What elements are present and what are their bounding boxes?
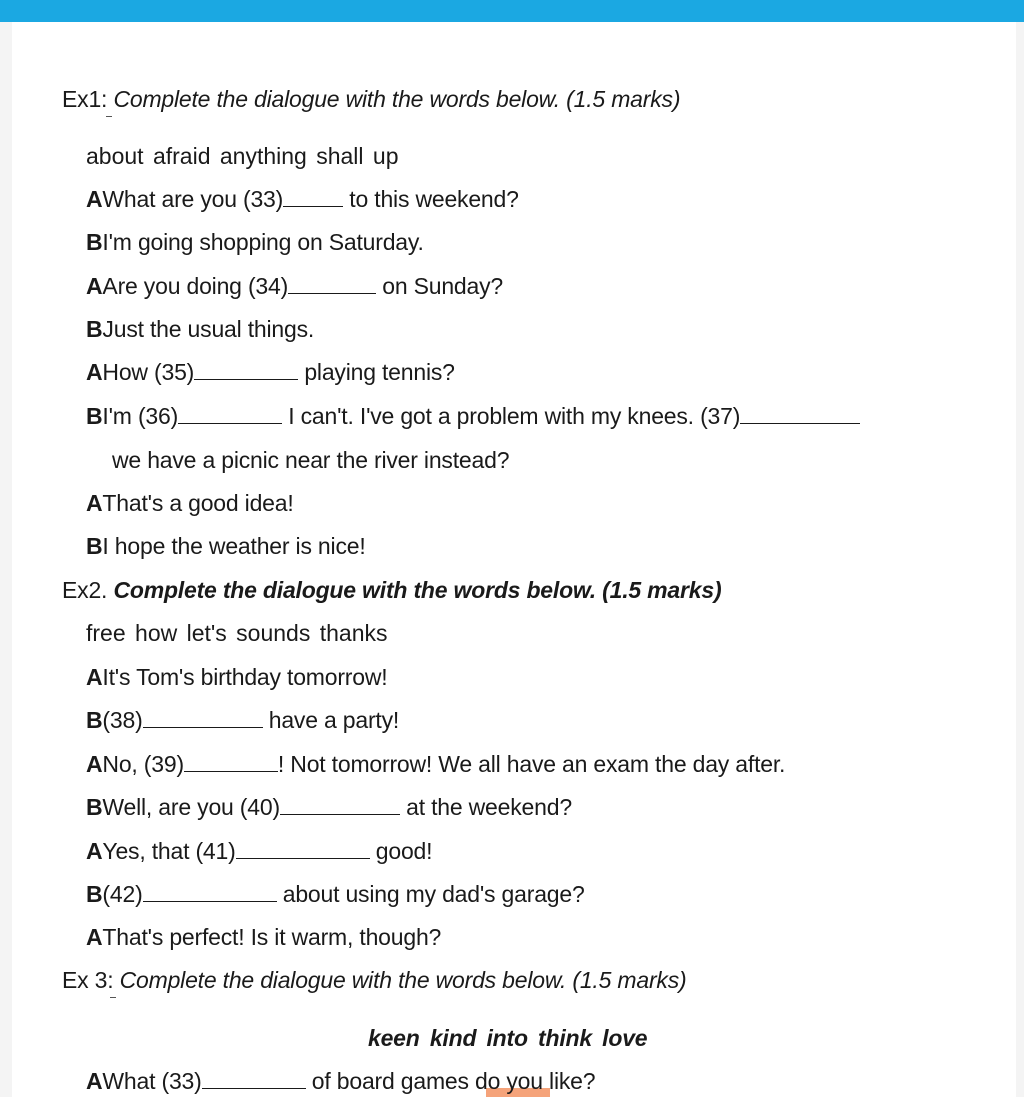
speaker-label: A: [86, 1068, 103, 1094]
speaker-label: A: [86, 664, 103, 690]
answer-blank-35[interactable]: [194, 359, 298, 380]
answer-blank-36[interactable]: [178, 403, 282, 424]
speaker-label: B: [86, 794, 103, 820]
dialogue-line: AAre you doing (34) on Sunday?: [86, 273, 504, 299]
speaker-label: B: [86, 403, 103, 429]
speaker-label: B: [86, 881, 103, 907]
dialogue-line-continuation: we have a picnic near the river instead?: [112, 447, 510, 473]
ex2-label: Ex2.: [62, 577, 108, 603]
ex1-label: Ex1:: [62, 86, 108, 112]
speaker-label: B: [86, 229, 103, 255]
dialogue-line: BI'm going shopping on Saturday.: [86, 229, 424, 255]
dialogue-line: BI'm (36) I can't. I've got a problem with my knees. (37): [86, 401, 860, 431]
speaker-label: B: [86, 533, 103, 559]
answer-blank-33[interactable]: [283, 186, 343, 207]
ex2-instruction: Complete the dialogue with the words below. (1.5 marks): [113, 577, 722, 603]
dialogue-line: AThat's perfect! Is it warm, though?: [86, 924, 442, 950]
answer-blank-34[interactable]: [288, 273, 376, 294]
dialogue-line: ANo, (39) ! Not tomorrow! We all have an exam the day after.: [86, 751, 786, 777]
answer-blank-37[interactable]: [740, 403, 860, 424]
dialogue-line: BWell, are you (40) at the weekend?: [86, 794, 572, 820]
dialogue-line: BJust the usual things.: [86, 316, 315, 342]
speaker-label: A: [86, 273, 103, 299]
ex1-word-bank: about afraid anything shall up: [86, 143, 399, 169]
answer-blank-38[interactable]: [143, 707, 263, 728]
dialogue-line: AWhat (33) of board games do you like?: [86, 1068, 596, 1094]
ex2-heading: [62, 575, 721, 605]
speaker-label: A: [86, 490, 103, 516]
dialogue-line: AIt's Tom's birthday tomorrow!: [86, 664, 388, 690]
dialogue-line: AHow (35) playing tennis?: [86, 359, 455, 385]
speaker-label: B: [86, 316, 103, 342]
ex3-instruction: Complete the dialogue with the words below. (1.5 marks): [119, 967, 687, 993]
ex3-word-bank: keen kind into think love: [368, 1025, 648, 1051]
dialogue-line: B(42) about using my dad's garage?: [86, 881, 585, 907]
page-right-edge: [1016, 22, 1024, 1097]
ex3-label: Ex 3:: [62, 967, 114, 993]
ex3-heading: [62, 965, 686, 995]
answer-blank-33b[interactable]: [202, 1068, 306, 1089]
speaker-label: A: [86, 924, 103, 950]
answer-blank-42[interactable]: [143, 881, 277, 902]
mark-tick: [110, 997, 116, 998]
answer-blank-40[interactable]: [280, 794, 400, 815]
answer-blank-39[interactable]: [184, 751, 278, 772]
answer-blank-41[interactable]: [236, 838, 370, 859]
dialogue-line: BI hope the weather is nice!: [86, 533, 366, 559]
ex1-instruction: Complete the dialogue with the words below. (1.5 marks): [113, 86, 681, 112]
speaker-label: B: [86, 707, 103, 733]
dialogue-line: AYes, that (41) good!: [86, 838, 433, 864]
speaker-label: A: [86, 751, 103, 777]
header-bar: [0, 0, 1024, 22]
speaker-label: A: [86, 359, 103, 385]
ex1-heading: [62, 84, 680, 114]
dialogue-line: AWhat are you (33) to this weekend?: [86, 186, 519, 212]
page-left-edge: [0, 22, 12, 1097]
dialogue-line: B(38) have a party!: [86, 707, 400, 733]
speaker-label: A: [86, 838, 103, 864]
ex2-word-bank: free how let's sounds thanks: [86, 620, 388, 646]
dialogue-line: AThat's a good idea!: [86, 490, 294, 516]
speaker-label: A: [86, 186, 103, 212]
mark-tick: [106, 116, 112, 117]
